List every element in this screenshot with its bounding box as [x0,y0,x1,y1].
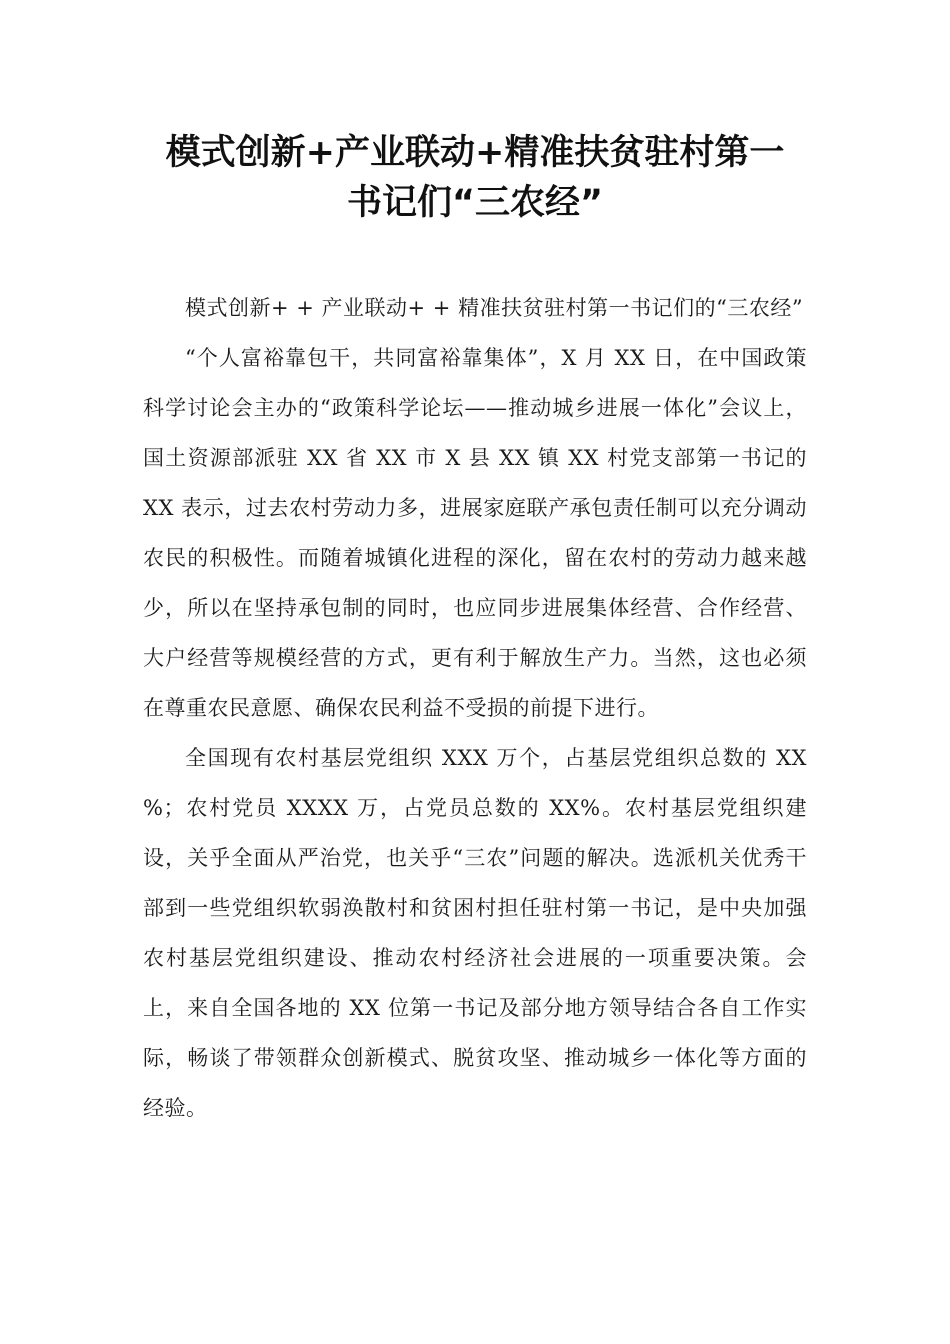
paragraph-statistics: 全国现有农村基层党组织 XXX 万个，占基层党组织总数的 XX %；农村党员 XXXX 万，占党员总数的 XX%。农村基层党组织建设，关乎全面从严治党，也关乎“三农”问题的解决。选派机关优秀干部到一些党组织软弱涣散村和贫困村担任驻村第一书记，是中央加强农村基层党组织建设、推动农村经济社会进展的一项重要决策。会上，来自全国各地的 XX 位第一书记及部分地方领导结合各自工作实际，畅谈了带领群众创新模式、脱贫攻坚、推动城乡一体化等方面的经验。 [143,746,807,1120]
document-title [120,128,830,228]
paragraph-intro: 模式创新+ + 产业联动+ + 精准扶贫驻村第一书记们的“三农经” [185,296,804,320]
paragraph-quote: “个人富裕靠包干，共同富裕靠集体”，X 月 XX 日，在中国政策科学讨论会主办的“政策科学论坛——推动城乡进展一体化”会议上，国土资源部派驻 XX 省 XX 市 X 县 XX 镇 XX 村党支部第一书记的 XX 表示，过去农村劳动力多，进展家庭联产承包责任制可以充分调动农民的积极性。而随着城镇化进程的深化，留在农村的劳动力越来越少，所以在坚持承包制的同时，也应同步进展集体经营、合作经营、大户经营等规模经营的方式，更有利于解放生产力。当然，这也必须在尊重农民意愿、确保农民利益不受损的前提下进行。 [143,346,807,720]
title-line-1: 模式创新+产业联动+精准扶贫驻村第一 [165,133,785,173]
title-line-2: 书记们“三农经” [346,183,603,223]
document-body [143,283,807,1133]
